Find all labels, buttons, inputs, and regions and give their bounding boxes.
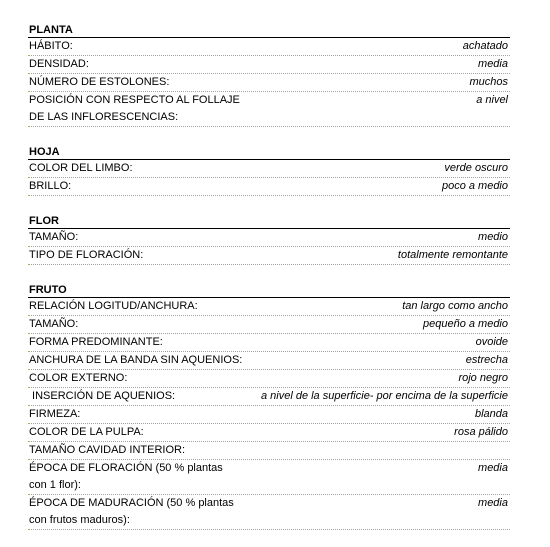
row-value: achatado bbox=[462, 40, 508, 52]
row-brillo bbox=[28, 178, 510, 196]
row-value: ovoide bbox=[475, 336, 508, 348]
row-label: TIPO DE FLORACIÓN: bbox=[29, 249, 144, 261]
row-value: rosa pálido bbox=[454, 426, 508, 438]
row-value: a nivel bbox=[476, 94, 508, 106]
row-label: NÚMERO DE ESTOLONES: bbox=[29, 76, 170, 88]
row-label: ÉPOCA DE FLORACIÓN (50 % plantas con 1 flor): bbox=[29, 462, 223, 491]
row-value: totalmente remontante bbox=[397, 249, 508, 261]
row-value: poco a medio bbox=[441, 180, 508, 192]
row-label: TAMAÑO CAVIDAD INTERIOR: bbox=[29, 444, 186, 456]
row-label: ANCHURA DE LA BANDA SIN AQUENIOS: bbox=[29, 354, 243, 366]
row-posicion-inflorescencias bbox=[28, 92, 510, 127]
row-label: COLOR DE LA PULPA: bbox=[29, 426, 144, 438]
row-color-externo bbox=[28, 370, 510, 388]
row-label: BRILLO: bbox=[29, 180, 72, 192]
row-label: DENSIDAD: bbox=[29, 58, 89, 70]
row-label: TAMAÑO: bbox=[29, 231, 79, 243]
row-value: blanda bbox=[474, 408, 508, 420]
row-relacion-longitud-anchura bbox=[28, 298, 510, 316]
row-value: muchos bbox=[469, 76, 508, 88]
section-planta bbox=[28, 22, 510, 127]
row-value: a nivel de la superficie- por encima de la superficie bbox=[260, 390, 508, 402]
row-value: verde oscuro bbox=[444, 162, 508, 174]
row-value: media bbox=[478, 58, 508, 70]
section-flor bbox=[28, 213, 510, 265]
section-hoja bbox=[28, 144, 510, 196]
section-title-fruto: FRUTO bbox=[28, 282, 510, 298]
row-densidad bbox=[28, 56, 510, 74]
section-title-flor: FLOR bbox=[28, 213, 510, 229]
row-label: FIRMEZA: bbox=[29, 408, 81, 420]
row-label: HÁBITO: bbox=[29, 40, 73, 52]
row-tamano-flor bbox=[28, 229, 510, 247]
row-label: COLOR EXTERNO: bbox=[29, 372, 128, 384]
row-label: RELACIÓN LOGITUD/ANCHURA: bbox=[29, 300, 198, 312]
section-title-hoja: HOJA bbox=[28, 144, 510, 160]
row-label: COLOR DEL LIMBO: bbox=[29, 162, 133, 174]
row-tamano-cavidad bbox=[28, 442, 510, 460]
row-firmeza bbox=[28, 406, 510, 424]
row-tipo-floracion bbox=[28, 247, 510, 265]
row-epoca-floracion bbox=[28, 460, 510, 495]
row-value: media bbox=[478, 497, 508, 509]
row-value: pequeño a medio bbox=[422, 318, 508, 330]
row-tamano-fruto bbox=[28, 316, 510, 334]
row-label: TAMAÑO: bbox=[29, 318, 79, 330]
row-forma-predominante bbox=[28, 334, 510, 352]
row-value: medio bbox=[478, 231, 508, 243]
row-value: tan largo como ancho bbox=[402, 300, 508, 312]
row-label: ÉPOCA DE MADURACIÓN (50 % plantas con frutos maduros): bbox=[29, 497, 234, 526]
row-color-pulpa bbox=[28, 424, 510, 442]
row-label: INSERCIÓN DE AQUENIOS: bbox=[29, 390, 176, 402]
row-epoca-maduracion bbox=[28, 495, 510, 530]
row-label: FORMA PREDOMINANTE: bbox=[29, 336, 163, 348]
row-anchura-banda bbox=[28, 352, 510, 370]
section-fruto bbox=[28, 282, 510, 530]
row-label: POSICIÓN CON RESPECTO AL FOLLAJE DE LAS INFLORESCENCIAS: bbox=[29, 94, 240, 123]
variety-datasheet bbox=[28, 22, 510, 547]
row-value: estrecha bbox=[465, 354, 508, 366]
row-insercion-aquenios bbox=[28, 388, 510, 406]
row-habito bbox=[28, 38, 510, 56]
row-value: rojo negro bbox=[458, 372, 508, 384]
row-color-limbo bbox=[28, 160, 510, 178]
section-title-planta: PLANTA bbox=[28, 22, 510, 38]
row-numero-estolones bbox=[28, 74, 510, 92]
row-value: media bbox=[478, 462, 508, 474]
